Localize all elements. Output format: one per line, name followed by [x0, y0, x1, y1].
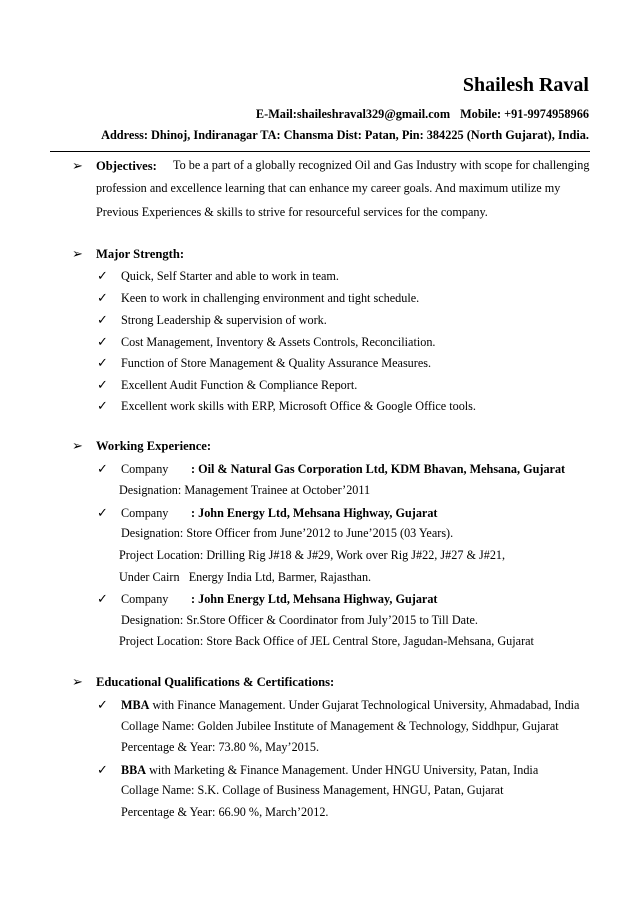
check-icon: ✓ [97, 505, 108, 520]
job-company-row: ✓ Company : Oil & Natural Gas Corporation Ltd, KDM Bhavan, Mehsana, Gujarat [97, 461, 566, 476]
email-text: E-Mail:shaileshraval329@gmail.com [255, 107, 451, 121]
education-college: Collage Name: Golden Jubilee Institute of Management & Technology, Siddhpur, Gujarat [121, 719, 559, 733]
objectives-heading: ➢ Objectives: [72, 158, 157, 173]
list-item: ✓ Keen to work in challenging environment and tight schedule. [97, 290, 420, 305]
list-item: ✓ Excellent Audit Function & Compliance Report. [97, 377, 358, 392]
mobile-text: Mobile: +91-9974958966 [460, 107, 589, 121]
check-icon: ✓ [97, 312, 108, 327]
address-text: Address: Dhinoj, Indiranagar TA: Chansma Dist: Patan, Pin: 384225 (North Gujarat), India. [101, 128, 589, 142]
header-divider [50, 151, 590, 152]
check-icon: ✓ [97, 398, 108, 413]
check-icon: ✓ [97, 377, 108, 392]
education-heading: ➢ Educational Qualifications & Certifications: [72, 674, 335, 689]
job-company-row: ✓ Company : John Energy Ltd, Mehsana Highway, Gujarat [97, 505, 438, 520]
job-designation: Designation: Store Officer from June’2012 to June’2015 (03 Years). [121, 526, 454, 540]
objectives-line-3: Previous Experiences & skills to strive for resourceful services for the company. [96, 205, 488, 219]
objectives-line-1: To be a part of a globally recognized Oil and Gas Industry with scope for challenging [173, 158, 590, 172]
list-item: ✓ Strong Leadership & supervision of work. [97, 312, 327, 327]
list-item: ✓ Quick, Self Starter and able to work in team. [97, 268, 339, 283]
arrow-bullet-icon: ➢ [72, 246, 83, 261]
arrow-bullet-icon: ➢ [72, 438, 83, 453]
job-designation: Designation: Management Trainee at October’2011 [119, 483, 371, 497]
strength-heading: ➢ Major Strength: [72, 246, 185, 261]
check-icon: ✓ [97, 591, 108, 606]
check-icon: ✓ [97, 762, 108, 777]
check-icon: ✓ [97, 697, 108, 712]
job-company-row: ✓ Company : John Energy Ltd, Mehsana Highway, Gujarat [97, 591, 438, 606]
education-row: ✓ BBA with Marketing & Finance Management. Under HNGU University, Patan, India [97, 762, 539, 777]
education-percentage: Percentage & Year: 73.80 %, May’2015. [121, 740, 320, 754]
check-icon: ✓ [97, 355, 108, 370]
list-item: ✓ Function of Store Management & Quality Assurance Measures. [97, 355, 432, 370]
check-icon: ✓ [97, 268, 108, 283]
arrow-bullet-icon: ➢ [72, 674, 83, 689]
education-college: Collage Name: S.K. Collage of Business Management, HNGU, Patan, Gujarat [121, 783, 504, 797]
check-icon: ✓ [97, 461, 108, 476]
education-row: ✓ MBA with Finance Management. Under Gujarat Technological University, Ahmadabad, India [97, 697, 580, 712]
check-icon: ✓ [97, 290, 108, 305]
candidate-name: Shailesh Raval [462, 74, 589, 96]
job-location: Under Cairn Energy India Ltd, Barmer, Rajasthan. [119, 570, 372, 584]
education-percentage: Percentage & Year: 66.90 %, March’2012. [121, 805, 329, 819]
objectives-line-2: profession and excellence learning that can enhance my career goals. And maximum utilize my [96, 181, 561, 195]
check-icon: ✓ [97, 334, 108, 349]
arrow-bullet-icon: ➢ [72, 158, 83, 173]
experience-heading: ➢ Working Experience: [72, 438, 212, 453]
list-item: ✓ Excellent work skills with ERP, Microsoft Office & Google Office tools. [97, 398, 476, 413]
list-item: ✓ Cost Management, Inventory & Assets Controls, Reconciliation. [97, 334, 436, 349]
job-designation: Designation: Sr.Store Officer & Coordinator from July’2015 to Till Date. [121, 613, 478, 627]
contact-line [256, 107, 589, 122]
job-location: Project Location: Drilling Rig J#18 & J#29, Work over Rig J#22, J#27 & J#21, [119, 548, 506, 562]
job-location: Project Location: Store Back Office of JEL Central Store, Jagudan-Mehsana, Gujarat [119, 634, 534, 648]
